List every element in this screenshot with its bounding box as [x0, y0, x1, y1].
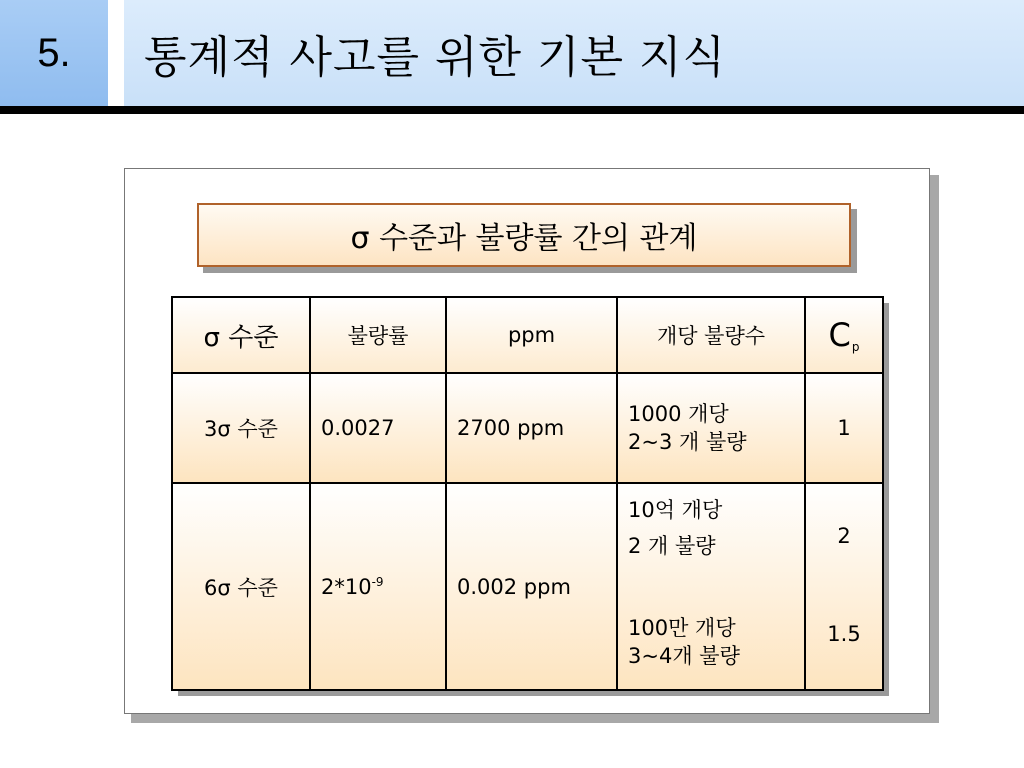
table-heading: σ 수준과 불량률 간의 관계: [350, 221, 698, 256]
row2-per-unit-b-line1: 100만 개당: [628, 616, 736, 640]
row2-per-unit-group-b: [628, 614, 794, 670]
title-divider: [0, 106, 1024, 114]
slide-title-box: [124, 0, 1024, 106]
row1-defects-per-unit: [617, 373, 805, 483]
row1-ppm: 2700 ppm: [446, 373, 617, 483]
row2-cp-a: 2: [837, 524, 851, 548]
table-row: [172, 483, 883, 690]
row2-defect-rate: [310, 483, 446, 690]
row1-per-unit-line2: 2~3 개 불량: [628, 430, 747, 454]
row1-cp: 1: [805, 373, 883, 483]
header-ppm: ppm: [446, 297, 617, 373]
row2-defect-rate-base: 2*10: [321, 574, 372, 599]
header-sigma-level: σ 수준: [172, 297, 310, 373]
row2-per-unit-b-line2: 3~4개 불량: [628, 644, 740, 668]
header-cp-main: C: [828, 315, 851, 354]
slide-title: 통계적 사고를 위한 기본 지식: [144, 32, 726, 83]
row1-sigma-level: 3σ 수준: [172, 373, 310, 483]
table-heading-box: [197, 203, 851, 267]
sigma-defect-table: [171, 296, 884, 691]
row2-cp-b: 1.5: [827, 622, 861, 646]
header-cp: [805, 297, 883, 373]
row2-per-unit-group-a: [628, 492, 794, 564]
header-cp-subscript: p: [851, 340, 860, 355]
row2-per-unit-a-line1: 10억 개당: [628, 498, 723, 522]
slide-number: 5.: [37, 30, 71, 75]
slide-number-box: [0, 0, 108, 106]
row2-sigma-level: 6σ 수준: [172, 483, 310, 690]
row2-defects-per-unit: [617, 483, 805, 690]
table-row: [172, 373, 883, 483]
table-header-row: [172, 297, 883, 373]
row1-defect-rate: 0.0027: [310, 373, 446, 483]
header-defects-per-unit: 개당 불량수: [617, 297, 805, 373]
row2-ppm: 0.002 ppm: [446, 483, 617, 690]
row1-per-unit-line1: 1000 개당: [628, 402, 729, 426]
row2-cp: [805, 483, 883, 690]
row2-defect-rate-exponent: -9: [371, 574, 384, 589]
header-defect-rate: 불량률: [310, 297, 446, 373]
row2-per-unit-a-line2: 2 개 불량: [628, 534, 716, 558]
